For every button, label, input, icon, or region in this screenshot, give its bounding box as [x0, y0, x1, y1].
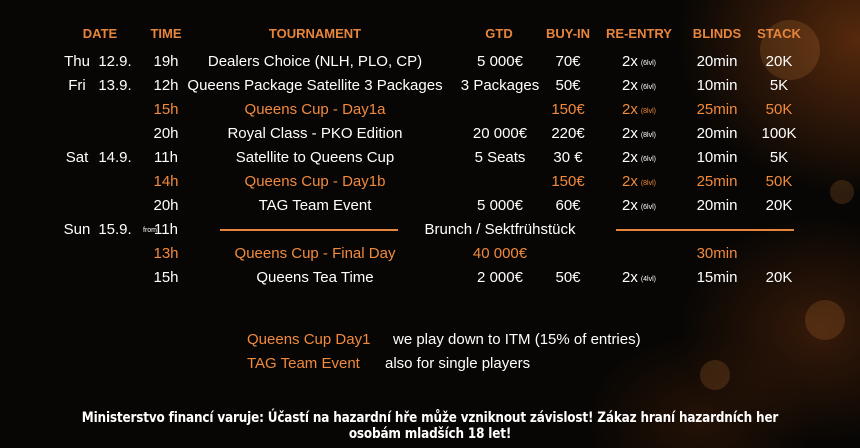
- stack-cell: 50K: [765, 101, 793, 118]
- header-gtd: GTD: [485, 26, 513, 41]
- buyin-cell: 30 €: [553, 149, 583, 166]
- tournament-cell: Queens Cup - Day1b: [244, 173, 386, 190]
- stack-cell: 50K: [765, 173, 793, 190]
- reentry-count: 2x: [621, 173, 638, 190]
- reentry-cell: [638, 245, 641, 262]
- note-key: TAG Team Event: [247, 355, 360, 372]
- gtd-cell: 2 000€: [477, 269, 523, 286]
- header-blinds: BLINDS: [692, 26, 742, 41]
- day-cell: Fri: [68, 77, 86, 94]
- reentry-cell: [622, 269, 656, 286]
- header-stack: STACK: [757, 26, 801, 41]
- bokeh-light: [805, 300, 845, 340]
- buyin-cell: 60€: [555, 197, 581, 214]
- divider-line: [220, 229, 398, 231]
- tournament-cell: TAG Team Event: [258, 197, 372, 214]
- date-cell: 14.9.: [98, 149, 132, 166]
- time-cell: 13h: [153, 245, 179, 262]
- reentry-levels: (4lvl): [640, 276, 657, 283]
- day-cell: Sat: [65, 149, 89, 166]
- reentry-cell: [622, 125, 656, 142]
- blinds-cell: 20min: [696, 53, 738, 70]
- buyin-cell: 220€: [551, 125, 585, 142]
- reentry-cell: [622, 101, 656, 118]
- reentry-cell: [622, 197, 656, 214]
- blinds-cell: 20min: [696, 197, 738, 214]
- blinds-cell: 25min: [696, 173, 738, 190]
- blinds-cell: 20min: [696, 125, 738, 142]
- tournament-cell: Queens Package Satellite 3 Packages: [187, 77, 443, 94]
- reentry-cell: [622, 149, 656, 166]
- gtd-cell: 20 000€: [472, 125, 528, 142]
- header-date: DATE: [82, 26, 118, 41]
- buyin-cell: 150€: [551, 173, 585, 190]
- table-row: [0, 74, 860, 98]
- blinds-cell: 25min: [696, 101, 738, 118]
- time-cell: 15h: [153, 101, 179, 118]
- buyin-cell: 50€: [555, 77, 581, 94]
- gtd-cell: 5 000€: [477, 53, 523, 70]
- table-row: [0, 122, 860, 146]
- header-time: TIME: [150, 26, 182, 41]
- table-row: [0, 266, 860, 290]
- tournament-cell: Queens Cup - Final Day: [234, 245, 396, 262]
- time-cell: 11h: [154, 221, 178, 238]
- table-row: [0, 218, 860, 242]
- stack-cell: 20K: [765, 53, 793, 70]
- reentry-count: 2x: [621, 77, 638, 94]
- reentry-count: 2x: [621, 149, 638, 166]
- stack-cell: 5K: [769, 77, 789, 94]
- tournament-cell: Queens Cup - Day1a: [244, 101, 386, 118]
- table-row: [0, 170, 860, 194]
- reentry-cell: [638, 221, 641, 238]
- day-cell: Sun: [63, 221, 91, 238]
- reentry-levels: (6lvl): [640, 84, 657, 91]
- blinds-cell: 10min: [696, 149, 738, 166]
- reentry-levels: (8lvl): [640, 132, 657, 139]
- reentry-cell: [622, 173, 656, 190]
- time-cell: 19h: [153, 53, 179, 70]
- reentry-count: 2x: [621, 101, 638, 118]
- brunch-cell: Brunch / Sektfrühstück: [424, 221, 576, 238]
- reentry-levels: (6lvl): [640, 60, 657, 67]
- from-cell: from: [143, 227, 157, 234]
- stack-cell: 100K: [761, 125, 797, 142]
- table-row: [0, 98, 860, 122]
- time-cell: 12h: [153, 77, 179, 94]
- time-cell: 20h: [153, 197, 179, 214]
- table-row: [0, 146, 860, 170]
- gtd-cell: 3 Packages: [460, 77, 540, 94]
- reentry-count: 2x: [621, 197, 638, 214]
- stack-cell: 20K: [765, 197, 793, 214]
- note-text: also for single players: [385, 355, 531, 372]
- reentry-levels: (8lvl): [640, 108, 657, 115]
- tournament-cell: Dealers Choice (NLH, PLO, CP): [207, 53, 423, 70]
- note-key: Queens Cup Day1: [247, 331, 371, 348]
- reentry-levels: (6lvl): [640, 204, 657, 211]
- table-row: [0, 194, 860, 218]
- reentry-count: 2x: [621, 53, 638, 70]
- buyin-cell: 50€: [555, 269, 581, 286]
- blinds-cell: 30min: [696, 245, 738, 262]
- stack-cell: 20K: [765, 269, 793, 286]
- buyin-cell: 70€: [555, 53, 581, 70]
- table-row: [0, 50, 860, 74]
- header-buyin: BUY-IN: [545, 26, 591, 41]
- reentry-levels: (8lvl): [640, 180, 657, 187]
- blinds-cell: 15min: [696, 269, 738, 286]
- gtd-cell: 5 Seats: [474, 149, 526, 166]
- tournament-cell: Royal Class - PKO Edition: [227, 125, 403, 142]
- gtd-cell: 40 000€: [472, 245, 528, 262]
- reentry-cell: [622, 77, 656, 94]
- date-cell: 13.9.: [98, 77, 132, 94]
- divider-line: [616, 229, 794, 231]
- stack-cell: 5K: [769, 149, 789, 166]
- time-cell: 15h: [153, 269, 179, 286]
- table-row: [0, 242, 860, 266]
- reentry-levels: (6lvl): [640, 156, 657, 163]
- gambling-warning: Ministerstvo financí varuje: Účastí na hazardní hře může vzniknout závislost! Zákaz hraní hazardních her osobám mladších 18 let!: [81, 410, 779, 442]
- time-cell: 14h: [153, 173, 179, 190]
- reentry-count: 2x: [621, 125, 638, 142]
- gtd-cell: 5 000€: [477, 197, 523, 214]
- tournament-cell: Queens Tea Time: [256, 269, 374, 286]
- blinds-cell: 10min: [696, 77, 738, 94]
- reentry-count: 2x: [621, 269, 638, 286]
- date-cell: 15.9.: [98, 221, 132, 238]
- time-cell: 11h: [154, 149, 178, 166]
- date-cell: 12.9.: [98, 53, 132, 70]
- buyin-cell: 150€: [551, 101, 585, 118]
- header-tournament: TOURNAMENT: [268, 26, 362, 41]
- bokeh-light: [700, 360, 730, 390]
- time-cell: 20h: [153, 125, 179, 142]
- reentry-cell: [622, 53, 656, 70]
- header-reentry: RE-ENTRY: [606, 26, 672, 41]
- day-cell: Thu: [64, 53, 90, 70]
- tournament-cell: Satellite to Queens Cup: [235, 149, 395, 166]
- note-text: we play down to ITM (15% of entries): [393, 331, 641, 348]
